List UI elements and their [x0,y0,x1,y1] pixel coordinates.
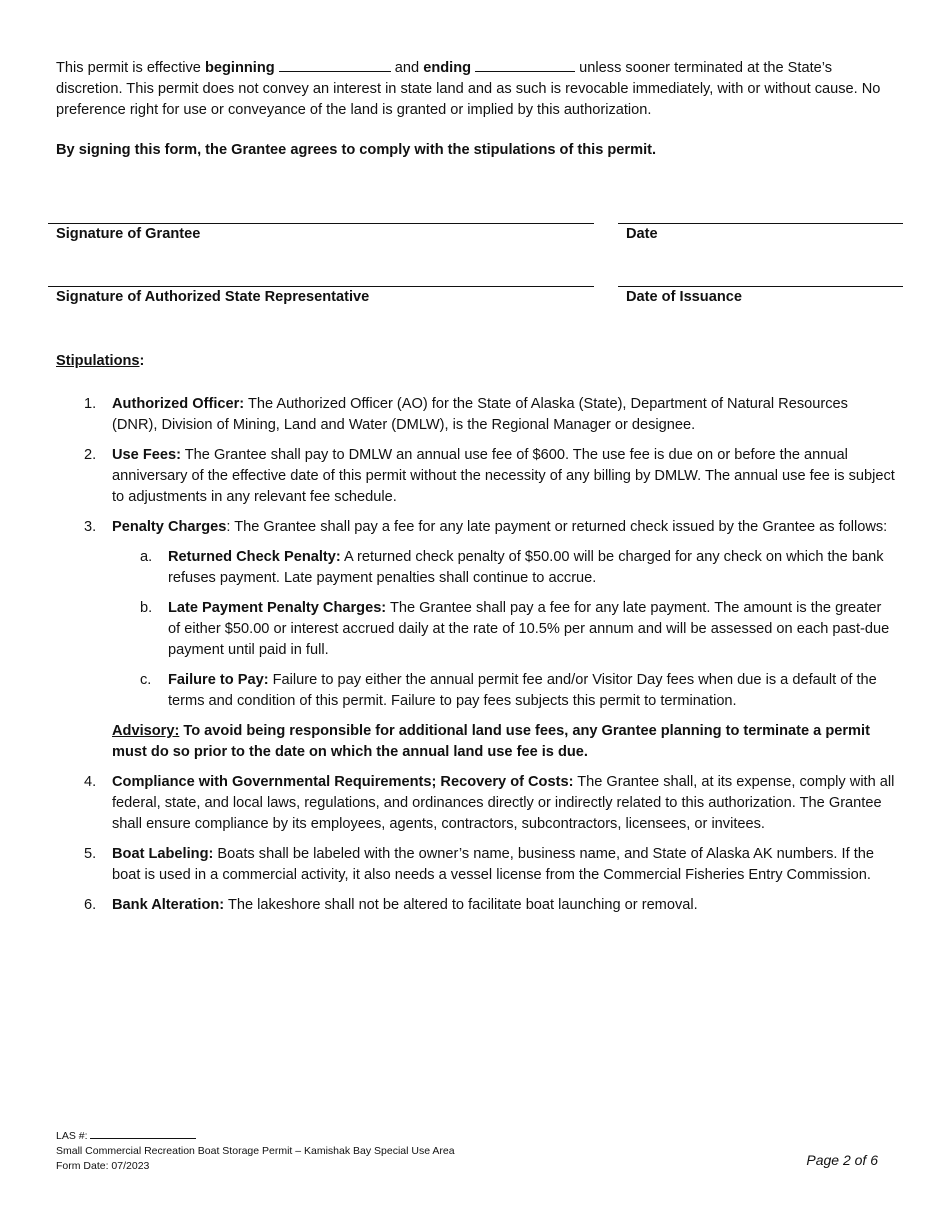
sub-item-label: Failure to Pay: [168,672,269,688]
effective-period-paragraph [56,57,896,121]
stipulation-item [56,772,896,835]
ending-label: ending [423,60,472,76]
state-rep-signature-label: Signature of Authorized State Representative [56,289,370,305]
form-date: Form Date: 07/2023 [56,1160,150,1172]
stipulation-item [56,895,896,916]
ending-date-blank[interactable] [475,57,575,72]
beginning-date-blank[interactable] [279,57,391,72]
stipulations-list [56,394,896,925]
item-number: 2. [84,447,97,463]
grantee-date-label: Date [626,226,658,242]
item-label: Compliance with Governmental Requirements; Recovery of Costs: [112,774,574,790]
sub-item-label: Returned Check Penalty: [168,549,341,565]
item-number: 3. [84,519,97,535]
item-text: : The Grantee shall pay a fee for any late payment or returned check issued by the Grantee as follows: [226,519,888,535]
item-label: Authorized Officer: [112,396,245,412]
las-number-blank[interactable] [90,1128,196,1139]
sub-item-text: Failure to pay either the annual permit fee and/or Visitor Day fees when due is a default of the terms and condition of this permit. Failure to pay fees subjects this permit to termination. [168,672,877,709]
sub-item-letter: b. [140,600,153,616]
sub-item [112,598,896,661]
advisory-text: To avoid being responsible for additional land use fees, any Grantee planning to terminate a permit must do so prior to the date on which the annual land use fee is due. [112,723,870,760]
item-label: Use Fees: [112,447,181,463]
intro-text: and [390,60,424,76]
form-title: Small Commercial Recreation Boat Storage Permit – Kamishak Bay Special Use Area [56,1145,455,1157]
advisory-note [112,721,896,763]
sub-item-letter: a. [140,549,153,565]
stipulation-item [56,445,896,508]
las-label: LAS #: [56,1130,91,1142]
grantee-signature-label: Signature of Grantee [56,226,201,242]
sub-item-label: Late Payment Penalty Charges: [168,600,387,616]
stipulation-item [56,517,896,763]
stipulations-title: Stipulations [56,353,140,369]
item-text: Boats shall be labeled with the owner’s name, business name, and State of Alaska AK numbers. If the boat is used in a commercial activity, it also needs a vessel license from the Commercial Fisheries Entry Commission. [112,846,874,883]
agreement-statement: By signing this form, the Grantee agrees to comply with the stipulations of this permit. [56,142,657,158]
intro-text: unless sooner terminated at the State’s discretion. This permit does not convey an interest in state land and as such is revocable immediately, with or without cause. No preference right for use or conveyance of the land is granted or implied by this authorization. [56,60,881,118]
intro-text: This permit is effective [56,60,205,76]
sub-item-letter: c. [140,672,152,688]
page-number: Page 2 of 6 [806,1152,878,1168]
item-text: The Authorized Officer (AO) for the State of Alaska (State), Department of Natural Resources (DNR), Division of Mining, Land and Water (DMLW), is the Regional Manager or designee. [112,396,848,433]
grantee-date-line[interactable] [618,223,903,224]
item-text: The Grantee shall, at its expense, comply with all federal, state, and local laws, regulations, and ordinances directly or indirectly related to this authorization. The Grantee shall ensure compliance by its employees, agents, contractors, subcontractors, licensees, or invitees. [112,774,895,832]
stipulation-item [56,844,896,886]
advisory-label: Advisory: [112,723,180,739]
item-text: The Grantee shall pay to DMLW an annual use fee of $600. The use fee is due on or before the annual anniversary of the effective date of this permit without the necessity of any billing by DMLW. The annual use fee is subject to adjustments in any relevant fee schedule. [112,447,895,505]
stipulation-item [56,394,896,436]
beginning-label: beginning [204,60,275,76]
stipulations-colon: : [139,353,145,369]
sub-item-text: The Grantee shall pay a fee for any late payment. The amount is the greater of either $50.00 or interest accrued daily at the rate of 10.5% per annum and will be assessed on each past-due payment until paid in full. [168,600,890,658]
item-text: The lakeshore shall not be altered to facilitate boat launching or removal. [224,897,698,913]
stipulations-heading [56,351,144,372]
sub-item [112,670,896,712]
item-number: 1. [84,396,97,412]
sub-item-text: A returned check penalty of $50.00 will be charged for any check on which the bank refuses payment. Late payment penalties shall continue to accrue. [168,549,884,586]
item-number: 4. [84,774,97,790]
page-footer [56,1128,455,1174]
item-label: Boat Labeling: [112,846,214,862]
item-label: Bank Alteration: [112,897,225,913]
item-number: 6. [84,897,97,913]
las-number-row [56,1128,455,1144]
sub-item [112,547,896,589]
issuance-date-label: Date of Issuance [626,289,742,305]
item-number: 5. [84,846,97,862]
item-label: Penalty Charges [112,519,227,535]
